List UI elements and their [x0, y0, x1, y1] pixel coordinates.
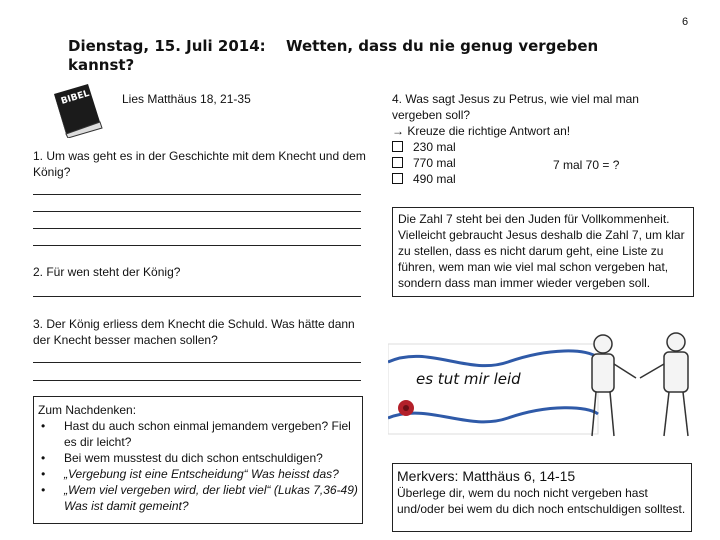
memory-verse-text: Überlege dir, wem du noch nicht vergeben hast und/oder bei wem du dich noch entschuldigen solltest. — [397, 486, 686, 516]
reflection-item: • „Vergebung ist eine Entscheidung“ Was heisst das? — [38, 466, 358, 482]
question-4-instruction: → Kreuze die richtige Antwort an! — [392, 124, 571, 138]
question-1: 1. Um was geht es in der Geschichte mit dem Knecht und dem König? — [33, 149, 366, 179]
bible-label: BIBEL — [59, 88, 91, 107]
illustration-caption: es tut mir leid — [416, 370, 521, 388]
checkbox[interactable] — [392, 141, 403, 152]
date-heading: Dienstag, 15. Juli 2014: — [68, 37, 266, 55]
forgiveness-illustration — [388, 318, 708, 444]
bible-icon — [48, 82, 106, 138]
checkbox[interactable] — [392, 173, 403, 184]
info-text: Die Zahl 7 steht bei den Juden für Vollkommenheit. Vielleicht gebraucht Jesus deshalb die Zahl 7, um klar zu stellen, dass es nicht darum geht, eine Liste zu führen, wem man wie viel mal schon vergeben hat, sondern dass man immer wieder vergeben soll. — [398, 212, 685, 290]
reading-instruction: Lies Matthäus 18, 21-35 — [122, 92, 251, 106]
checkbox[interactable] — [392, 157, 403, 168]
reflection-item: • Bei wem musstest du dich schon entschuldigen? — [38, 450, 358, 466]
answer-option[interactable]: 490 mal — [392, 171, 639, 187]
answer-option[interactable]: 770 mal — [392, 155, 639, 171]
reflection-item: • Hast du auch schon einmal jemandem vergeben? Fiel es dir leicht? — [38, 418, 358, 450]
answer-line[interactable] — [33, 211, 361, 212]
answer-line[interactable] — [33, 194, 361, 195]
question-4-hint: 7 mal 70 = ? — [553, 158, 620, 172]
answer-line[interactable] — [33, 228, 361, 229]
memory-verse-title: Merkvers: Matthäus 6, 14-15 — [397, 468, 576, 484]
reflection-item: • „Wem viel vergeben wird, der liebt viel“ (Lukas 7,36-49) Was ist damit gemeint? — [38, 482, 358, 514]
flower-icon — [398, 400, 414, 416]
answer-line[interactable] — [33, 296, 361, 297]
memory-verse-box — [392, 463, 692, 532]
answer-line[interactable] — [33, 380, 361, 381]
page-title: Wetten, dass du nie genug vergeben — [286, 37, 599, 55]
reflection-title: Zum Nachdenken: — [38, 403, 137, 417]
person-icon — [592, 335, 636, 436]
question-3: 3. Der König erliess dem Knecht die Schuld. Was hätte dann der Knecht besser machen sollen? — [33, 317, 355, 347]
page-number: 6 — [682, 16, 689, 28]
reflection-box — [33, 396, 363, 524]
info-box — [392, 207, 694, 297]
question-4-line: 4. Was sagt Jesus zu Petrus, wie viel mal man — [392, 92, 639, 106]
question-2: 2. Für wen steht der König? — [33, 265, 181, 279]
answer-option[interactable]: 230 mal — [392, 139, 639, 155]
page-title-continued: kannst? — [68, 56, 135, 74]
answer-line[interactable] — [33, 245, 361, 246]
question-4-line: vergeben soll? — [392, 108, 471, 122]
person-icon — [640, 333, 688, 436]
answer-line[interactable] — [33, 362, 361, 363]
